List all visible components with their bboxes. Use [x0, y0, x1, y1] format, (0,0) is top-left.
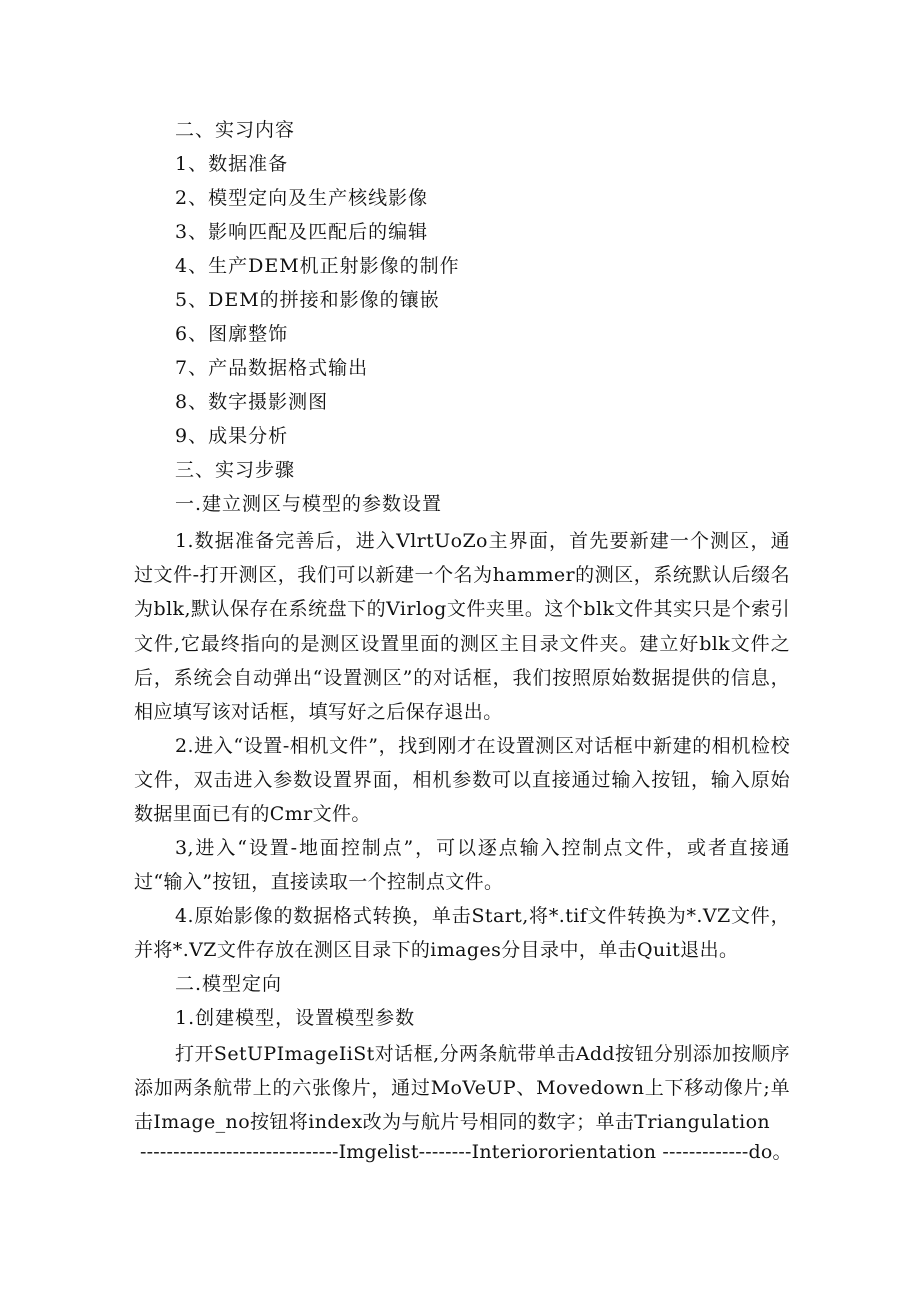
step-heading: 1.创建模型，设置模型参数	[175, 1007, 416, 1029]
paragraph: 1.数据准备完善后，进入VlrtUoZo主界面，首先要新建一个测区，通过文件-打开测区，我们可以新建一个名为hammer的测区，系统默认后缀名为blk,默认保存在系统盘下的Virlog文件夹里。这个blk文件其实只是个索引文件,它最终指向的是测区设置里面的测区主目录文件夹。建立好blk文件之后，系统会自动弹出“设置测区”的对话框，我们按照原始数据提供的信息，相应填写该对话框，填写好之后保存退出。	[134, 530, 790, 724]
paragraph-tail: ------------------------------Imgelist--------Interiororientation -------------do。	[140, 1141, 792, 1163]
list-item: 8、数字摄影测图	[175, 391, 329, 413]
subsection-heading: 二.模型定向	[175, 973, 283, 995]
list-item: 6、图廓整饰	[175, 323, 289, 345]
list-item: 2、模型定向及生产核线影像	[175, 187, 429, 209]
section-heading: 二、实习内容	[175, 119, 296, 141]
paragraph: 打开SetUPImageIiSt对话框,分两条航带单击Add按钮分别添加按顺序添加两条航带上的六张像片，通过MoVeUP、Movedown上下移动像片;单击Image_no按钮将index改为与航片号相同的数字；单击Triangulation	[134, 1043, 790, 1134]
subsection-heading: 一.建立测区与模型的参数设置	[175, 493, 443, 515]
section-heading: 三、实习步骤	[175, 459, 296, 481]
list-item: 5、DEM的拼接和影像的镶嵌	[175, 289, 440, 311]
paragraph: 3,进入“设置-地面控制点”，可以逐点输入控制点文件，或者直接通过“输入”按钮，直接读取一个控制点文件。	[134, 837, 790, 894]
list-item: 7、产品数据格式输出	[175, 357, 369, 379]
list-item: 3、影响匹配及匹配后的编辑	[175, 221, 429, 243]
paragraph: 2.进入“设置-相机文件”，找到刚才在设置测区对话框中新建的相机检校文件，双击进入参数设置界面，相机参数可以直接通过输入按钮，输入原始数据里面已有的Cmr文件。	[134, 735, 790, 826]
paragraph: 4.原始影像的数据格式转换，单击Start,将*.tif文件转换为*.VZ文件，并将*.VZ文件存放在测区目录下的images分目录中，单击Quit退出。	[134, 905, 790, 962]
list-item: 9、成果分析	[175, 425, 289, 447]
list-item: 4、生产DEM机正射影像的制作	[175, 255, 460, 277]
list-item: 1、数据准备	[175, 153, 289, 175]
